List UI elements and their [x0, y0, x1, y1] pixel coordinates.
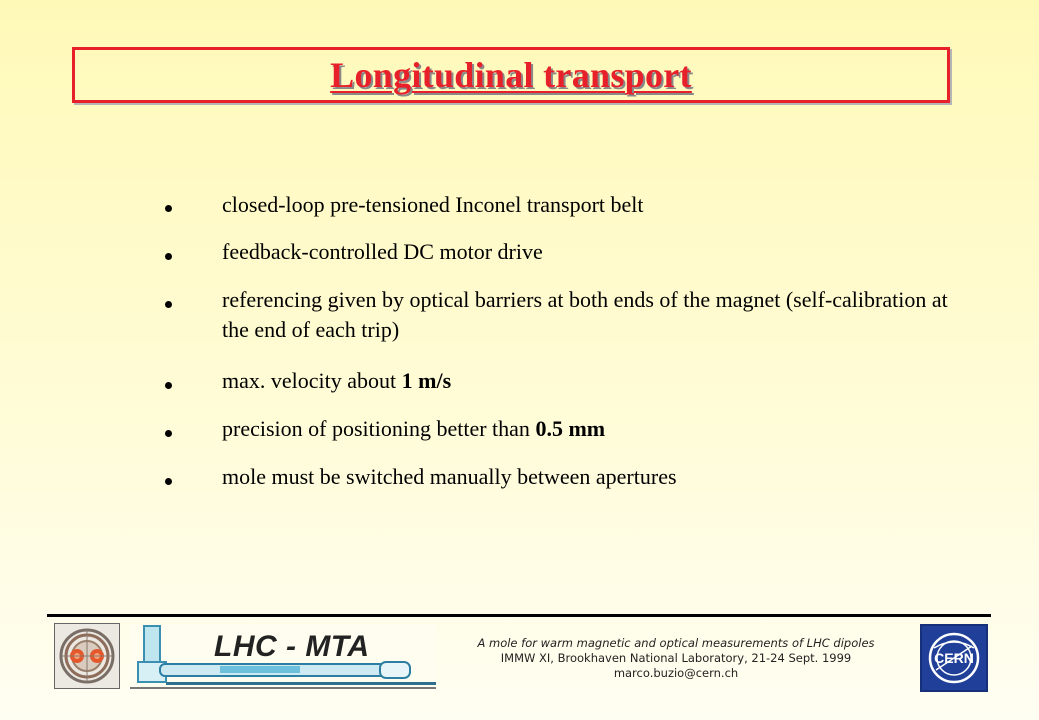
bullet-text: referencing given by optical barriers at both ends of the magnet (self-calibration at the end of each trip): [222, 287, 948, 342]
footer-text-block: [440, 636, 912, 681]
title-box: [72, 47, 950, 103]
bullet-dot-icon: [165, 478, 172, 485]
bullet-dot-icon: [165, 301, 172, 308]
bullet-text: max. velocity about: [222, 368, 402, 393]
magnet-cross-section-icon: [54, 623, 120, 689]
banner-label: LHC - MTA: [214, 630, 370, 663]
footer-line-2: IMMW XI, Brookhaven National Laboratory, 21-24 Sept. 1999: [500, 651, 852, 665]
bullet-bold-text: 1 m/s: [401, 368, 452, 393]
bullet-dot-icon: [165, 253, 172, 260]
bullet-text: closed-loop pre-tensioned Inconel transport belt: [222, 192, 644, 217]
footer-divider: [47, 614, 991, 617]
bullet-text: mole must be switched manually between apertures: [222, 464, 677, 489]
slide-title: Longitudinal transport: [330, 55, 692, 95]
footer-line-3: marco.buzio@cern.ch: [613, 666, 739, 680]
cern-logo-text: CERN: [934, 650, 974, 666]
bullet-bold-text: 0.5 mm: [535, 416, 606, 441]
footer-line-1: A mole for warm magnetic and optical measurements of LHC dipoles: [477, 636, 875, 650]
bullet-dot-icon: [165, 430, 172, 437]
bullet-text: feedback-controlled DC motor drive: [222, 239, 543, 264]
bullet-dot-icon: [165, 205, 172, 212]
lhc-mta-banner: [130, 624, 436, 690]
bullet-dot-icon: [165, 382, 172, 389]
bullet-text: precision of positioning better than: [222, 416, 536, 441]
cern-logo-icon: [920, 624, 988, 692]
